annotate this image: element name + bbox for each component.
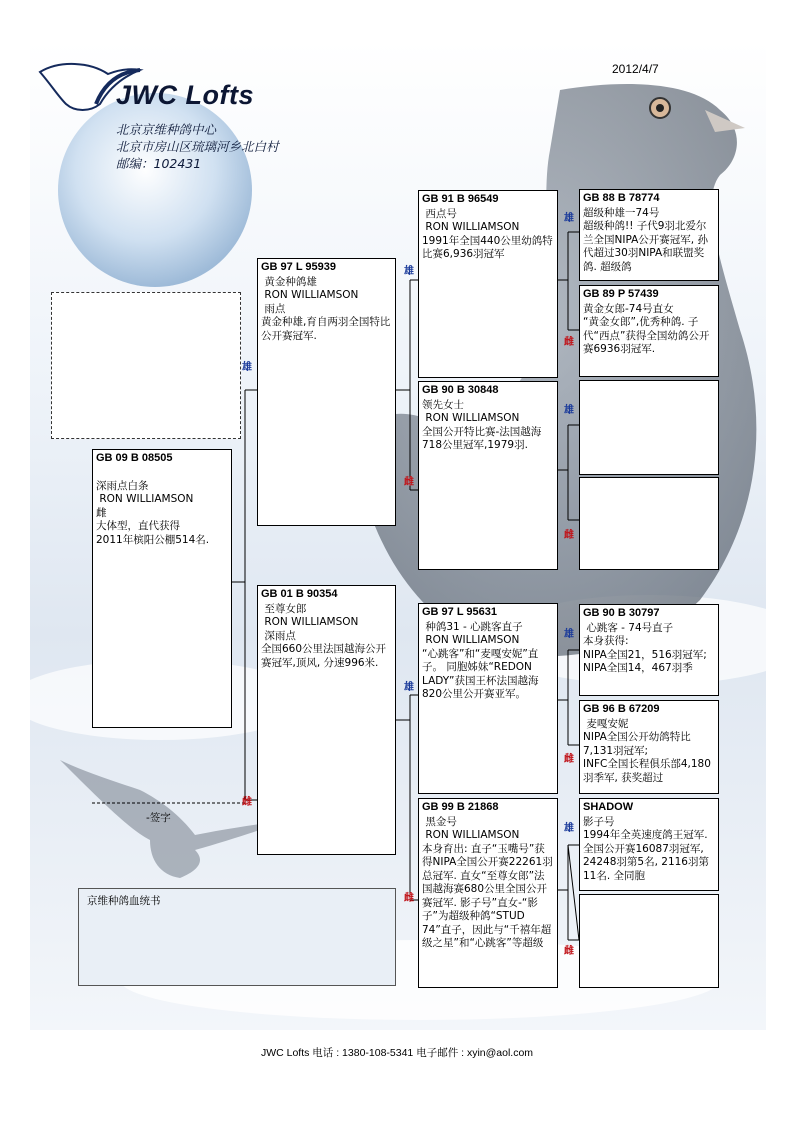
ring-number: SHADOW: [583, 801, 634, 813]
ring-number: GB 09 B 08505: [96, 452, 173, 464]
bird-info-line: 2011年槟阳公棚514名.: [96, 533, 210, 546]
bird-info-line: 1991年全国440公里幼鸽特比赛6,936羽冠军: [422, 234, 553, 260]
bird-info-line: 超级种雄一74号: [583, 206, 660, 219]
bird-card-sire-sire: [418, 190, 558, 378]
sex-marker-dss: 雄: [564, 629, 574, 640]
bird-info-line: RON WILLIAMSON: [422, 829, 520, 841]
sex-marker-sdd: 雌: [564, 530, 574, 541]
sex-marker-sss: 雄: [564, 213, 574, 224]
ring-number: GB 97 L 95939: [261, 261, 337, 273]
bird-info-line: 黄金女郎-74号直女: [583, 302, 674, 315]
bird-info-line: RON WILLIAMSON: [422, 412, 520, 424]
bird-info-line: 黄金种雄,育自两羽全国特比公开赛冠军.: [261, 316, 391, 342]
bird-info-line: RON WILLIAMSON: [422, 634, 520, 646]
footer-contact: JWC Lofts 电话 : 1380-108-5341 电子邮件 : xyin@aol.com: [260, 1047, 534, 1059]
bird-info-line: 黑金号: [422, 815, 457, 828]
logo-text: JWC Lofts: [116, 80, 254, 110]
bird-card-sdd: [579, 477, 719, 570]
sex-marker-sds: 雄: [564, 405, 574, 416]
bird-info-line: 本身育出: 直子“玉嘴号”获得NIPA全国公开赛22261羽总冠军. 直女“至尊女郎”法国越海赛680公里全国公开赛冠军. 影子号”直女-“影子”为超级种鸽“STUD 74”直子，因此与“千禧年超级之星”和“心跳客”等超级: [422, 842, 553, 949]
ring-number: GB 90 B 30797: [583, 607, 660, 619]
bird-card-sss: [579, 189, 719, 281]
ring-number: GB 90 B 30848: [422, 384, 499, 396]
sex-marker-ss: 雄: [404, 266, 414, 277]
sex-marker-ddd: 雌: [564, 946, 574, 957]
bird-info-line: “心跳客”和“麦嘎安妮”直子。 同胞姊妹“REDON LADY”获国王杯法国越海820公里公开赛亚军。: [422, 647, 539, 700]
bird-card-sire: [257, 258, 396, 526]
bird-info-line: 本身获得:: [583, 635, 629, 647]
address-line-1: 北京京维种鸽中心: [116, 122, 217, 137]
bird-card-dss: [579, 604, 719, 696]
bird-card-dam-dam: [418, 798, 558, 988]
bird-info-line: 全国660公里法国越海公开赛冠军,顶风, 分速996米.: [261, 643, 387, 669]
bird-info-line: 雨点: [261, 302, 286, 315]
bird-info-line: RON WILLIAMSON: [261, 289, 359, 301]
ring-number: GB 01 B 90354: [261, 588, 338, 600]
bird-info-line: 心跳客 - 74号直子: [583, 621, 674, 634]
sex-marker-dsd: 雌: [564, 754, 574, 765]
bird-info-line: [96, 467, 228, 480]
date-label: 2012/4/7: [612, 62, 659, 76]
bird-info-line: NIPA全国21，516羽冠军;: [583, 648, 707, 661]
sex-marker-dam: 雌: [242, 797, 252, 808]
bird-info-line: 种鸽31 - 心跳客直子: [422, 620, 523, 633]
bird-info-line: 黄金种鸽雄: [261, 275, 317, 288]
bird-info-line: 雌: [96, 506, 107, 519]
sex-marker-sire: 雄: [242, 362, 252, 373]
bird-info-line: 深雨点: [261, 629, 296, 642]
bird-card-subject: [92, 449, 232, 728]
bird-card-dsd: [579, 700, 719, 794]
ring-number: GB 89 P 57439: [583, 288, 659, 300]
bird-card-dam-sire: [418, 603, 558, 794]
bird-info-line: RON WILLIAMSON: [261, 616, 359, 628]
bird-info-line: INFC全国长程俱乐部4,180羽季军, 获奖超过: [583, 758, 711, 784]
signature-label: -签字: [146, 812, 171, 824]
sex-marker-dds: 雄: [564, 823, 574, 834]
bird-info-line: 至尊女郎: [261, 602, 307, 615]
bird-info-line: 全国公开特比赛-法国越海718公里冠军,1979羽.: [422, 425, 542, 451]
bird-info-line: 深雨点白条: [96, 479, 149, 492]
bird-card-dds: [579, 798, 719, 891]
sex-marker-sd: 雌: [404, 477, 414, 488]
bird-card-ddd: [579, 894, 719, 988]
bird-info-line: 影子号: [583, 815, 615, 828]
bird-info-line: NIPA全国公开幼鸽特比7,131羽冠军;: [583, 731, 691, 757]
pedigree-title-box: [78, 888, 396, 986]
bird-card-ssd: [579, 285, 719, 377]
sex-marker-dd: 雌: [404, 893, 414, 904]
bird-card-sds: [579, 380, 719, 475]
ring-number: GB 96 B 67209: [583, 703, 660, 715]
ring-number: GB 97 L 95631: [422, 606, 498, 618]
ring-number: GB 91 B 96549: [422, 193, 499, 205]
bird-info-line: RON WILLIAMSON: [96, 493, 194, 505]
ring-number: GB 99 B 21868: [422, 801, 499, 813]
address-line-2: 北京市房山区琉璃河乡北白村: [116, 139, 279, 154]
bird-info-line: “黄金女郎”,优秀种鸽. 子代“西点”获得全国幼鸽公开赛6936羽冠军.: [583, 316, 710, 355]
bird-info-line: 领先女士: [422, 398, 464, 411]
photo-placeholder: [51, 292, 241, 439]
sex-marker-ds: 雄: [404, 682, 414, 693]
pedigree-title: 京维种鸽血统书: [87, 895, 161, 907]
bird-info-line: 1994年全英速度鸽王冠军. 全国公开赛16087羽冠军, 24248羽第5名, 2116羽第11名. 全同胞: [583, 829, 711, 882]
bird-info-line: 超级种鸽!! 子代9羽北爱尔兰全国NIPA公开赛冠军, 孙代超过30羽NIPA和联盟奖鸽. 超级鸽: [583, 220, 708, 273]
bird-info-line: 西点号: [422, 207, 457, 220]
sex-marker-ssd: 雌: [564, 337, 574, 348]
bird-info-line: 大体型，直代获得: [96, 520, 180, 532]
bird-info-line: RON WILLIAMSON: [422, 221, 520, 233]
ring-number: GB 88 B 78774: [583, 192, 660, 204]
bird-info-line: 麦嘎安妮: [583, 717, 629, 730]
bird-card-sire-dam: [418, 381, 558, 570]
bird-card-dam: [257, 585, 396, 855]
bird-info-line: NIPA全国14，467羽季: [583, 662, 693, 674]
address-line-3: 邮编：102431: [116, 156, 202, 171]
